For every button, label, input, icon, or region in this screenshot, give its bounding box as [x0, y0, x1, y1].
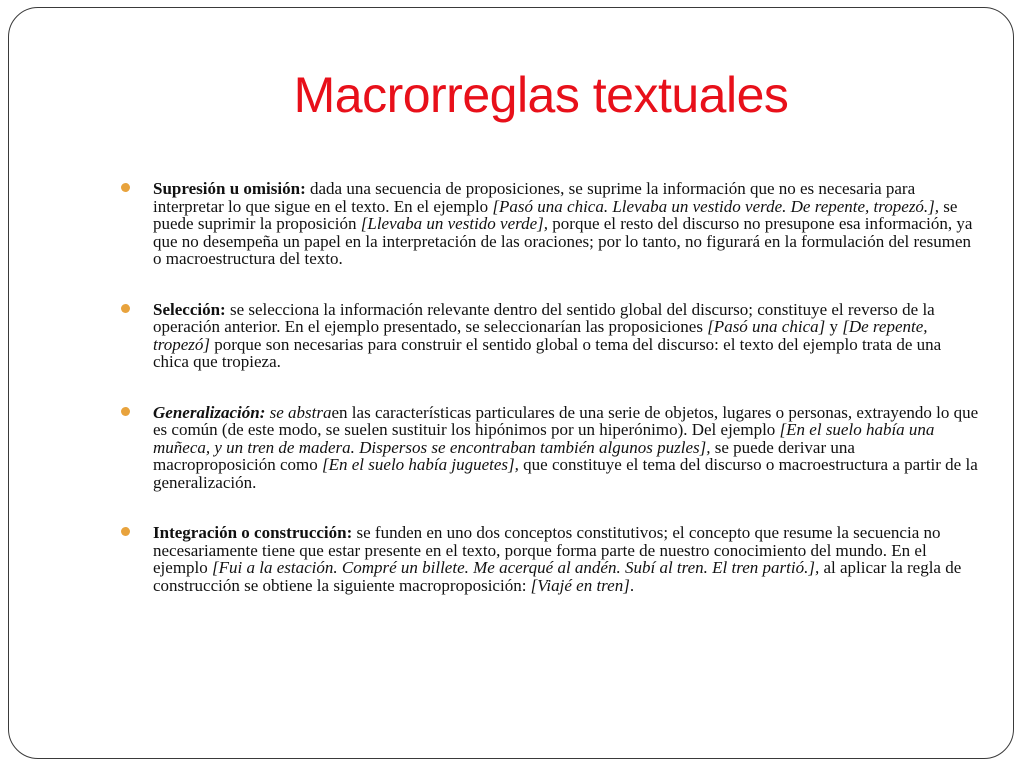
example-text: se abstra [265, 402, 332, 422]
body-text: al aplicar la regla de construcción se obtiene la siguiente macroproposición: [153, 558, 962, 595]
body-text: se puede derivar una macroproposición como [153, 437, 855, 474]
example-text: [Pasó una chica] [707, 317, 826, 336]
bullet-list [121, 180, 979, 594]
list-item-generalizacion [121, 404, 979, 492]
slide [8, 7, 1014, 759]
example-text: [De repente, tropezó] [153, 317, 928, 354]
bullet-dot-icon [121, 304, 130, 313]
body-text: y [825, 317, 843, 336]
example-text: [Pasó una chica. Llevaba un vestido verde. De repente, tropezó.], [492, 196, 940, 216]
bullet-dot-icon [121, 407, 130, 416]
page-title: Macrorreglas textuales [293, 67, 789, 123]
body-text: . [629, 575, 635, 595]
body-text: porque el resto del discurso no presupone esa información, ya que no desempeña un papel en la interpretación de las oraciones; por lo tanto, no figurará en la formulación del resumen o macroestructura del texto. [153, 214, 973, 268]
body-text: porque son necesarias para construir el sentido global o tema del discurso: el texto del ejemplo trata de una chica que tropieza. [153, 334, 942, 371]
list-item-supresion [121, 180, 979, 268]
list-item-seleccion [121, 301, 979, 371]
example-text: [Viajé en tren] [530, 575, 630, 595]
body-text: se funden en uno dos conceptos constitutivos; el concepto que resume la secuencia no necesariamente tiene que estar presente en el texto, porque forma parte de nuestro conocimiento del mundo. En el ejemplo [153, 523, 941, 577]
term-label: Selección: [153, 299, 226, 319]
bullet-dot-icon [121, 183, 130, 192]
body-text: dada una secuencia de proposiciones, se suprime la información que no es necesaria para interpretar lo que sigue en el texto. En el ejemplo [153, 179, 916, 216]
list-item-integracion [121, 524, 979, 594]
example-text: [Fui a la estación. Compré un billete. Me acerqué al andén. Subí al tren. El tren partió.], [212, 558, 820, 577]
term-label: Integración o construcción: [153, 523, 353, 542]
example-text: [En el suelo había una muñeca, y un tren de madera. Dispersos se encontraban también algunos puzles], [153, 420, 935, 457]
body-text: se selecciona la información relevante dentro del sentido global del discurso; constituye el reverso de la operación anterior. En el ejemplo presentado, se seleccionarían las proposiciones [153, 299, 935, 336]
term-label: Supresión u omisión: [153, 179, 306, 198]
term-label: Generalización: [153, 402, 266, 422]
body-text: en las características particulares de una serie de objetos, lugares o personas, extrayendo lo que es común (de este modo, se suelen sustituir los hipónimos por un hiperónimo). Del ejemplo [153, 402, 979, 439]
body-text: que constituye el tema del discurso o macroestructura a partir de la generalización. [153, 455, 978, 492]
example-text: [En el suelo había juguetes], [322, 455, 519, 474]
example-text: [Llevaba un vestido verde], [360, 214, 549, 233]
body-text: se puede suprimir la proposición [153, 196, 958, 233]
bullet-dot-icon [121, 527, 130, 536]
